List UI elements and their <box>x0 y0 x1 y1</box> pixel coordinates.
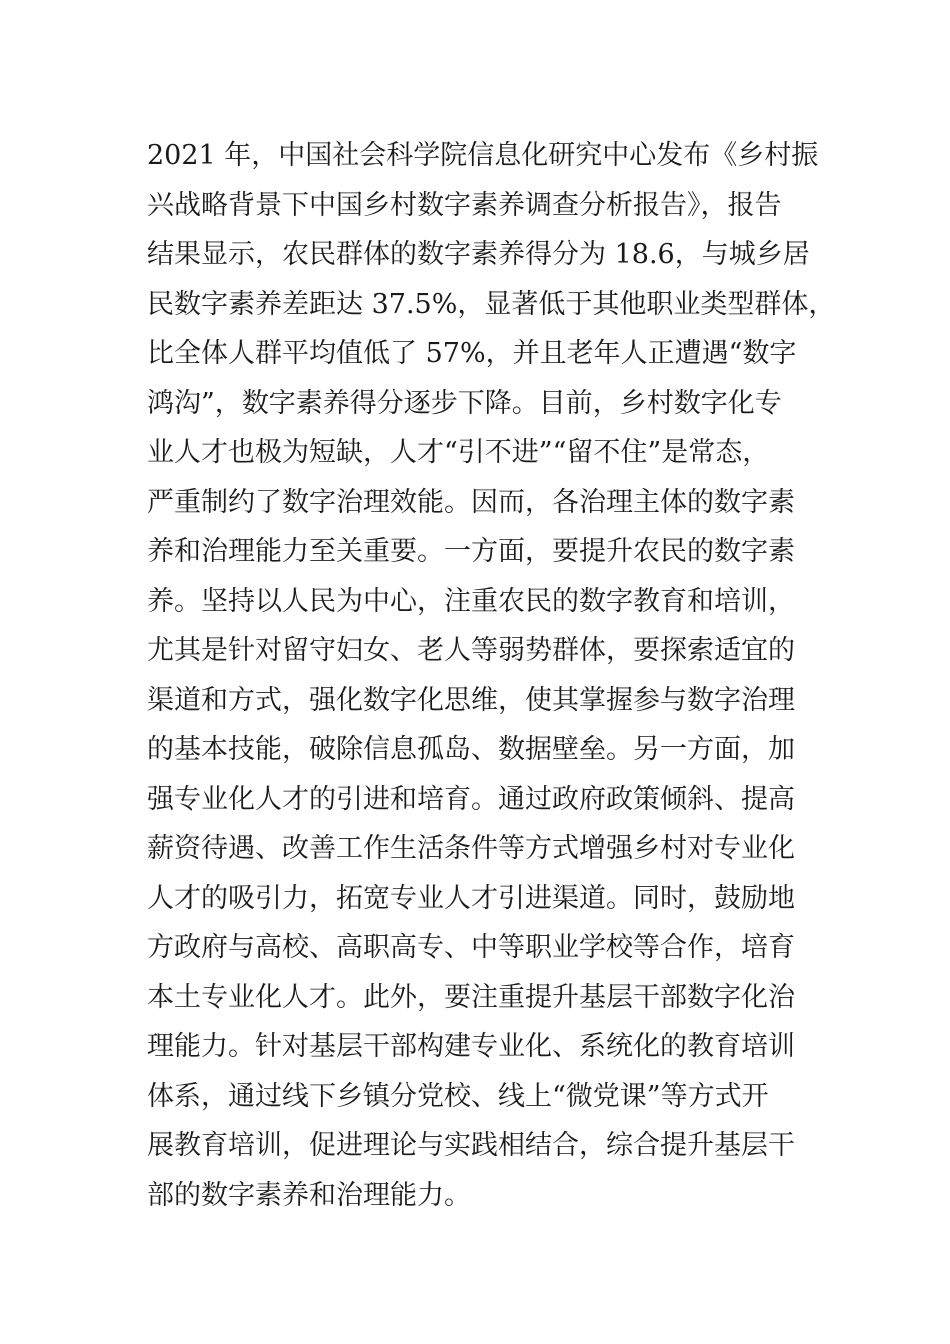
paragraph-line-10: 养。坚持以人民为中心，注重农民的数字教育和培训， <box>147 585 795 617</box>
paragraph-line-1: 2021 年，中国社会科学院信息化研究中心发布《乡村振 <box>147 140 819 171</box>
paragraph-line-19: 理能力。针对基层干部构建专业化、系统化的教育培训 <box>147 1031 795 1062</box>
paragraph-line-17: 方政府与高校、高职高专、中等职业学校等合作，培育 <box>147 932 795 963</box>
paragraph-line-15: 薪资待遇、改善工作生活条件等方式增强乡村对专业化 <box>147 833 795 864</box>
paragraph-line-7: 业人才也极为短缺，人才“引不进”“留不住”是常态， <box>147 437 770 468</box>
paragraph-line-16: 人才的吸引力，拓宽专业人才引进渠道。同时，鼓励地 <box>147 882 795 914</box>
paragraph-line-22: 部的数字素养和治理能力。 <box>147 1179 471 1211</box>
paragraph-line-18: 本土专业化人才。此外，要注重提升基层干部数字化治 <box>147 981 795 1013</box>
paragraph-line-5: 比全体人群平均值低了 57%，并且老年人正遭遇“数字 <box>147 338 797 369</box>
paragraph-line-8: 严重制约了数字治理效能。因而，各治理主体的数字素 <box>147 486 795 518</box>
body-paragraph <box>147 131 837 1220</box>
paragraph-line-6: 鸿沟”，数字素养得分逐步下降。目前，乡村数字化专 <box>147 387 782 419</box>
paragraph-line-20: 体系，通过线下乡镇分党校、线上“微党课”等方式开 <box>147 1080 769 1112</box>
paragraph-line-3: 结果显示，农民群体的数字素养得分为 18.6，与城乡居 <box>147 239 810 270</box>
paragraph-line-11: 尤其是针对留守妇女、老人等弱势群体，要探索适宜的 <box>147 635 795 666</box>
paragraph-line-2: 兴战略背景下中国乡村数字素养调查分析报告》，报告 <box>147 189 782 221</box>
paragraph-line-21: 展教育培训，促进理论与实践相结合，综合提升基层干 <box>147 1130 795 1161</box>
paragraph-line-9: 养和治理能力至关重要。一方面，要提升农民的数字素 <box>147 536 795 567</box>
paragraph-line-14: 强专业化人才的引进和培育。通过政府政策倾斜、提高 <box>147 783 795 815</box>
paragraph-line-13: 的基本技能，破除信息孤岛、数据壁垒。另一方面，加 <box>147 734 795 765</box>
paragraph-line-12: 渠道和方式，强化数字化思维，使其掌握参与数字治理 <box>147 684 795 716</box>
paragraph-line-4: 民数字素养差距达 37.5%，显著低于其他职业类型群体， <box>147 288 836 320</box>
